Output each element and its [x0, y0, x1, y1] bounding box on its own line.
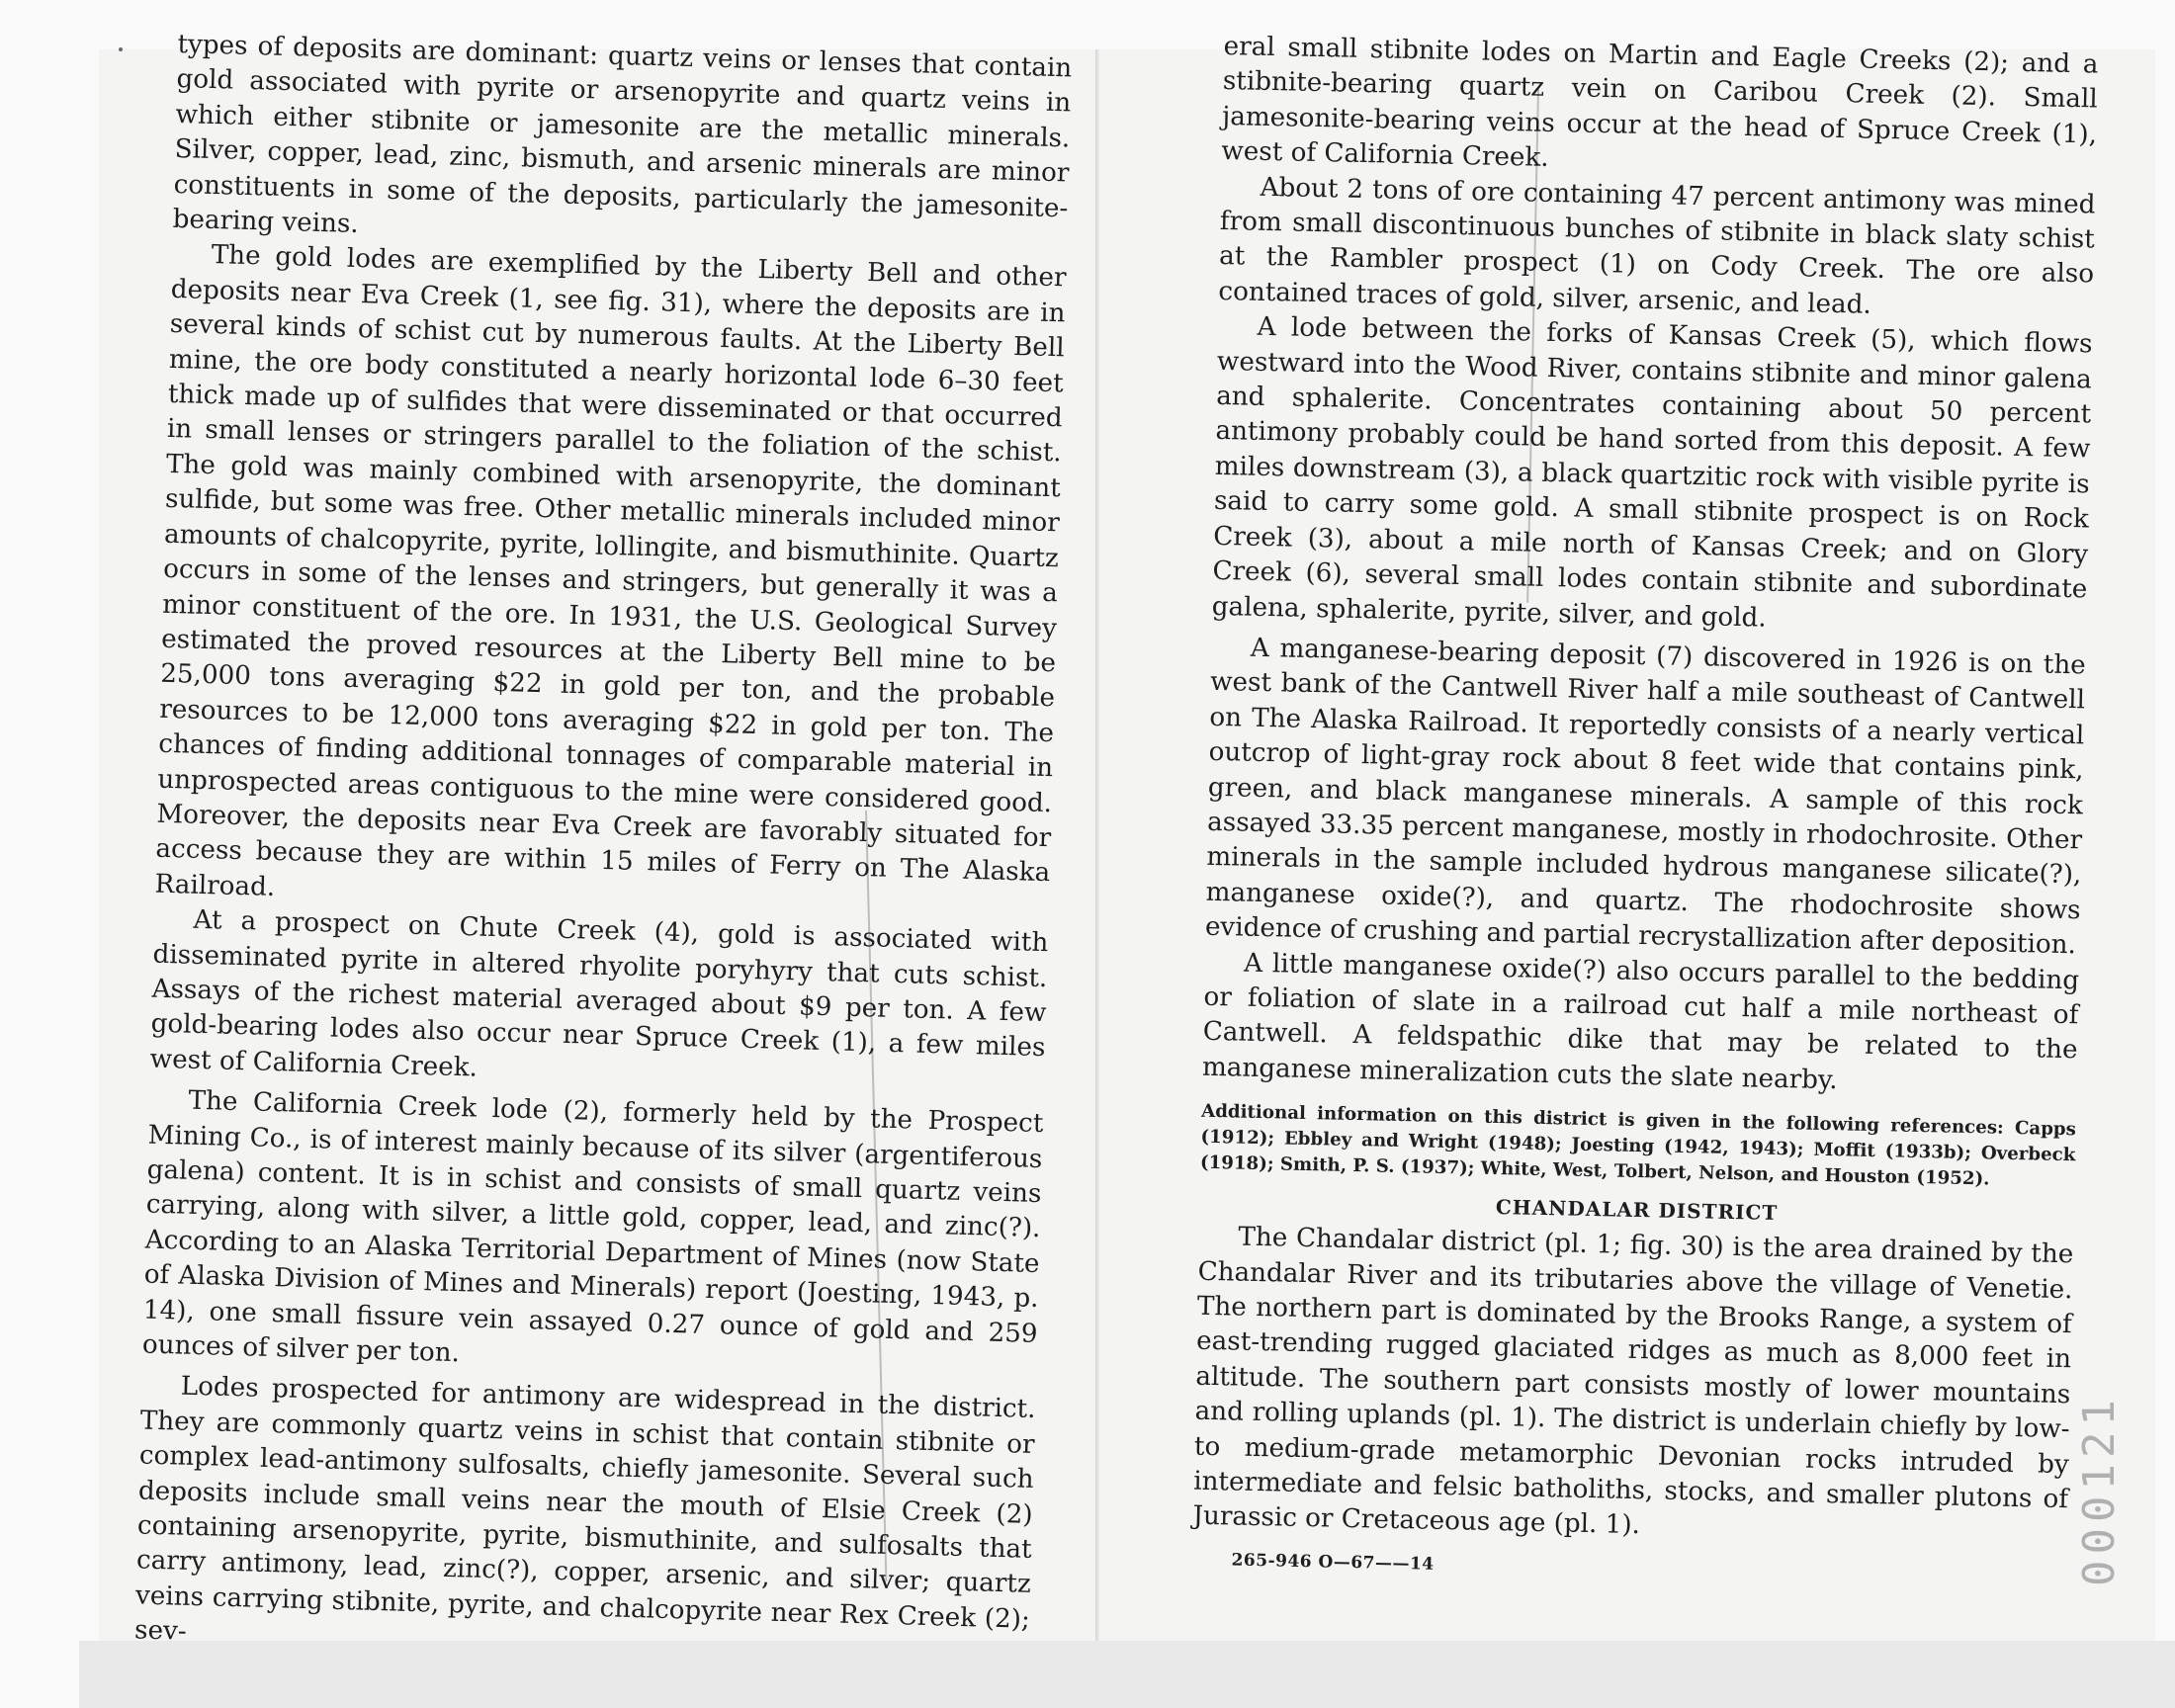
paragraph: types of deposits are dominant: quartz veins or lenses that contain gold associated with pyrite or arsenopyrite and quartz veins in which either stibnite or jamesonite are the metallic minerals. Silver, copper, lead, zinc, bismuth, and arsenic minerals are minor constituents in some of the deposits, particularly the jamesonite-bearing veins. [172, 29, 1073, 240]
paragraph: A little manganese oxide(?) also occurs parallel to the bedding or foliation of slate in a railroad cut half a mile northeast of Cantwell. A feldspathic dike that may be related to the manganese mineralization cuts the slate nearby. [1201, 948, 2080, 1096]
left-column [134, 28, 1073, 1673]
paragraph: A lode between the forks of Kansas Creek (5), which flows westward into the Wood River, contains stibnite and minor galena and sphalerite. Concentrates containing about 50 percent antimony probably could be hand sorted from this deposit. A few miles downstream (3), a black quartzitic rock with visible pyrite is said to carry some gold. A small stibnite prospect is on Rock Creek (3), about a mile north of Kansas Creek; and on Glory Creek (6), several small lodes contain stibnite and subordinate galena, sphalerite, pyrite, silver, and gold. [1211, 312, 2093, 634]
scan-speck [119, 47, 123, 51]
paragraph: A manganese-bearing deposit (7) discovered in 1926 is on the west bank of the Cantwell River half a mile southeast of Cantwell on The Alaska Railroad. It reportedly consists of a nearly vertical outcrop of light-gray rock about 8 feet wide that contains pink, green, and black manganese minerals. A sample of this rock assayed 33.35 percent manganese, mostly in rhodochrosite. Other minerals in the sample included hydrous manganese silicate(?), manganese oxide(?), and quartz. The rhodochrosite shows evidence of crushing and partial recrystallization after deposition. [1204, 633, 2087, 961]
paragraph: About 2 tons of ore containing 47 percent antimony was mined from small discontinuous bunches of stibnite in black slaty schist at the Rambler prospect (1) on Cody Creek. The ore also contained traces of gold, silver, arsenic, and lead. [1218, 172, 2096, 320]
paragraph: The gold lodes are exemplified by the Liberty Bell and other deposits near Eva Creek (1, see fig. 31), where the deposits are in several kinds of schist cut by numerous faults. At the Liberty Bell mine, the ore body constituted a nearly horizontal lode 6–30 feet thick made up of sulfides that were disseminated or that occurred in small lenses or stringers parallel to the foliation of the schist. The gold was mainly combined with arsenopyrite, the dominant sulfide, but some was free. Other metallic minerals included minor amounts of chalcopyrite, pyrite, lollingite, and bismuthinite. Quartz occurs in some of the lenses and stringers, but generally it was a minor constituent of the ore. In 1931, the U.S. Geological Survey estimated the proved resources at the Liberty Bell mine to be 25,000 tons averaging $22 in gold per ton, and the probable resources to be 12,000 tons averaging $22 in gold per ton. The chances of finding additional tonnages of comparable material in unprospected areas contiguous to the mine were considered good. Moreover, the deposits near Eva Creek are favorably situated for access because they are within 15 miles of Ferry on The Alaska Railroad. [154, 240, 1067, 902]
paragraph: The Chandalar district (pl. 1; fig. 30) is the area drained by the Chandalar River and its tributaries above the village of Venetie. The northern part is dominated by the Brooks Range, a system of east-trending rugged glaciated ridges as much as 8,000 feet in altitude. The southern part consists mostly of lower mountains and rolling uplands (pl. 1). The district is underlain chiefly by low- to medium-grade metamorphic Devonian rocks intruded by intermediate and felsic batholiths, stocks, and smaller plutons of Jurassic or Cretaceous age (pl. 1). [1192, 1222, 2074, 1541]
page-number-stamp: 000121 [2074, 1394, 2125, 1586]
paragraph: The California Creek lode (2), formerly held by the Prospect Mining Co., is of interest mainly because of its silver (argentiferous galena) content. It is in schist and consists of small quartz veins carrying, along with silver, a little gold, copper, lead, and zinc(?). According to an Alaska Territorial Department of Mines (now State of Alaska Division of Mines and Minerals) report (Joesting, 1943, p. 14), one small fissure vein assayed 0.27 ounce of gold and 259 ounces of silver per ton. [141, 1085, 1044, 1369]
right-column [1191, 30, 2098, 1590]
paragraph: At a prospect on Chute Creek (4), gold is associated with disseminated pyrite in altered rhyolite poryhyry that cuts schist. Assays of the richest material averaged about $9 per ton. A few gold-bearing lodes also occur near Spruce Creek (1), a few miles west of California Creek. [149, 904, 1049, 1083]
paragraph: eral small stibnite lodes on Martin and Eagle Creeks (2); and a stibnite-bearing quartz vein on Caribou Creek (2). Small jamesonite-bearing veins occur at the head of Spruce Creek (1), west of California Creek. [1221, 31, 2099, 174]
print-code: 265-946 O—67——14 [1231, 1550, 1435, 1575]
references-note: Additional information on this district is given in the following references: Capps (1912); Ebbley and Wright (1948); Joesting (1942, 1943); Moffit (1933b); Overbeck (1918); Smith, P. S. (1937); White, West, Tolbert, Nelson, and Houston (1952). [1199, 1100, 2077, 1190]
page-gutter [1095, 49, 1099, 1641]
section-heading: CHANDALAR DISTRICT [1495, 1195, 1779, 1226]
paragraph: Lodes prospected for antimony are widespread in the district. They are commonly quartz veins in schist that contain stibnite or complex lead-antimony sulfosalts, chiefly jamesonite. Several such deposits include small veins near the mouth of Elsie Creek (2) containing arsenopyrite, pyrite, bismuthinite, and sulfosalts that carry antimony, lead, zinc(?), copper, arsenic, and silver; quartz veins carrying stibnite, pyrite, and chalcopyrite near Rex Creek (2); sev- [133, 1372, 1036, 1648]
